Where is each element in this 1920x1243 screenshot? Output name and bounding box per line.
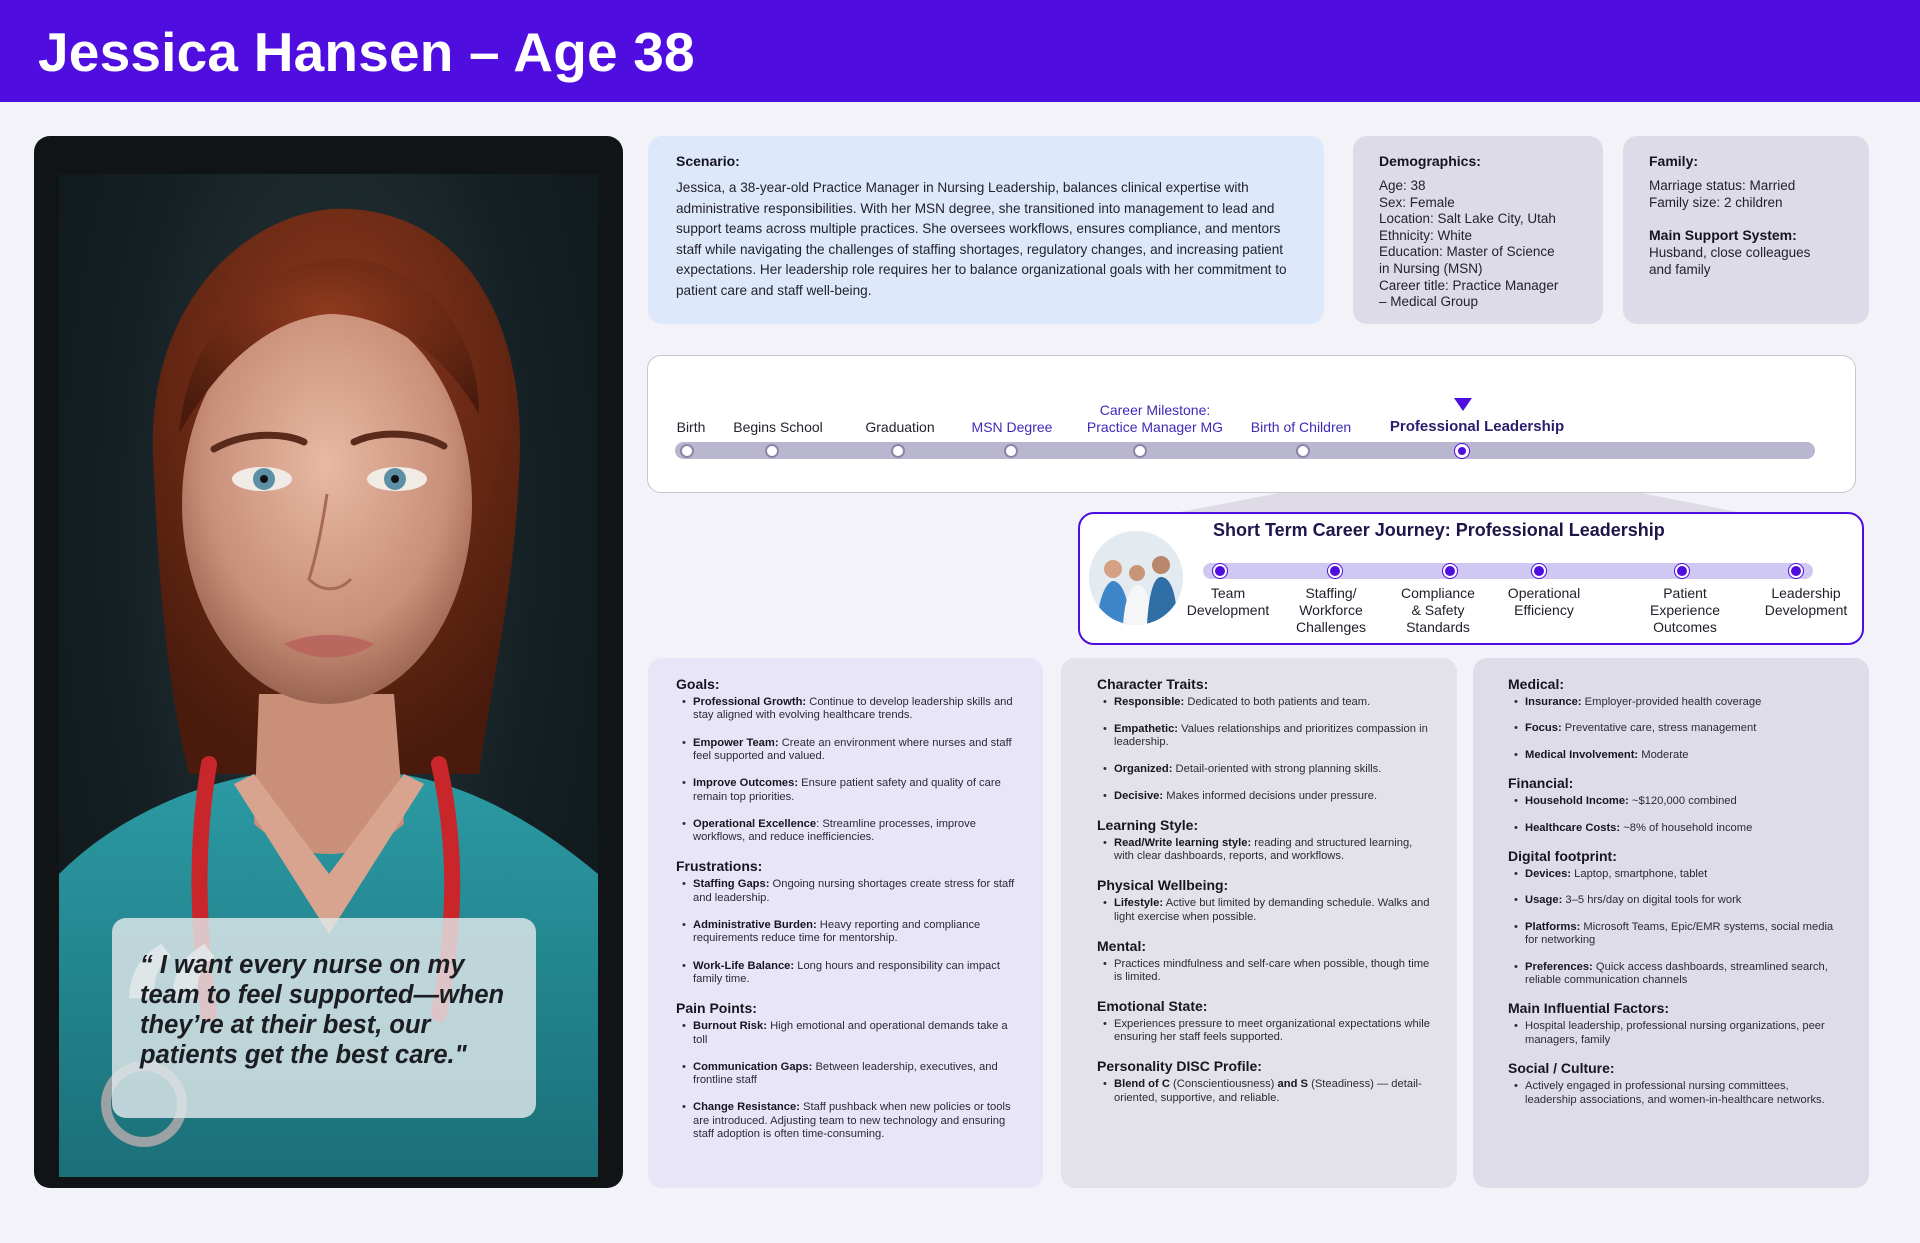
mental-heading: Mental:: [1097, 937, 1146, 954]
demographics-line: in Nursing (MSN): [1379, 260, 1483, 276]
demographics-card: [1353, 136, 1603, 324]
journey-dot: [1675, 564, 1689, 578]
physical-wellbeing-heading: Physical Wellbeing:: [1097, 877, 1229, 894]
list-item: • Communication Gaps: Between leadership, executives, and frontline staff: [686, 1061, 1017, 1088]
goals-list: [686, 696, 1017, 845]
quote-text: “ I want every nurse on my team to feel supported—when they’re at their best, our patients get the best care.": [140, 951, 505, 1069]
list-item: • Household Income: ~$120,000 combined: [1518, 795, 1843, 808]
journey-track: [1203, 563, 1813, 579]
support-line: and family: [1649, 261, 1711, 277]
digital-footprint-list: [1518, 868, 1843, 987]
journey-step-line: Workforce: [1299, 602, 1363, 618]
list-item: • Empathetic: Values relationships and prioritizes compassion in leadership.: [1107, 723, 1431, 750]
demographics-line: Sex: Female: [1379, 194, 1455, 210]
journey-step-line: Operational: [1507, 585, 1581, 601]
demographics-line: – Medical Group: [1379, 294, 1479, 310]
journey-dot: [1443, 564, 1457, 578]
journey-step-team-development: [1187, 585, 1270, 619]
pain-points-heading: Pain Points:: [676, 1000, 757, 1017]
character-traits-list: [1107, 696, 1431, 804]
family-line: Family size: 2 children: [1649, 194, 1783, 210]
team-illustration: [1089, 531, 1183, 625]
list-item: • Empower Team: Create an environment where nurses and staff feel supported and valued.: [686, 737, 1017, 764]
frustrations-list: [686, 878, 1017, 986]
support-heading: Main Support System:: [1649, 227, 1797, 244]
financial-heading: Financial:: [1508, 775, 1574, 792]
list-item: • Read/Write learning style: reading and structured learning, with clear dashboards, reports, and workflows.: [1107, 837, 1431, 864]
journey-step-line: Challenges: [1295, 619, 1367, 635]
list-item: • Lifestyle: Active but limited by demanding schedule. Walks and light exercise when possible.: [1107, 897, 1431, 924]
list-item: • Burnout Risk: High emotional and operational demands take a toll: [686, 1020, 1017, 1047]
disc-profile-heading: Personality DISC Profile:: [1097, 1058, 1262, 1075]
journey-step-line: & Safety: [1411, 602, 1465, 618]
persona-quote: [112, 918, 536, 1118]
list-item: • Healthcare Costs: ~8% of household income: [1518, 822, 1843, 835]
list-item: • Practices mindfulness and self-care when possible, though time is limited.: [1107, 958, 1431, 985]
list-item: • Experiences pressure to meet organizational expectations while ensuring her staff feels supported.: [1107, 1018, 1431, 1045]
current-milestone-marker-icon: [1454, 398, 1472, 411]
social-culture-list: [1518, 1080, 1843, 1107]
list-item: • Operational Excellence: Streamline processes, improve workflows, and reduce inefficiencies.: [686, 818, 1017, 845]
page-title: Jessica Hansen – Age 38: [38, 21, 695, 83]
list-item: • Usage: 3–5 hrs/day on digital tools for work: [1518, 894, 1843, 907]
scenario-card: [648, 136, 1324, 324]
milestone-dot: [765, 444, 779, 458]
pain-points-list: [686, 1020, 1017, 1141]
milestone-dot: [1133, 444, 1147, 458]
journey-step-line: Compliance: [1401, 585, 1475, 601]
list-item: • Platforms: Microsoft Teams, Epic/EMR systems, social media for networking: [1518, 921, 1843, 948]
journey-step-line: Development: [1764, 602, 1848, 618]
demographics-line: Ethnicity: White: [1379, 227, 1473, 243]
milestone-dot: [891, 444, 905, 458]
scenario-heading: Scenario:: [676, 153, 740, 169]
journey-title: Short Term Career Journey: Professional Leadership: [1213, 520, 1665, 540]
physical-wellbeing-list: [1107, 897, 1431, 924]
list-item: • Decisive: Makes informed decisions under pressure.: [1107, 790, 1431, 803]
journey-step-line: Leadership: [1771, 585, 1841, 601]
journey-step-line: Efficiency: [1514, 602, 1574, 618]
milestone-dot: [1296, 444, 1310, 458]
list-item: • Work-Life Balance: Long hours and responsibility can impact family time.: [686, 960, 1017, 987]
goals-heading: Goals:: [676, 676, 720, 692]
demographics-heading: Demographics:: [1379, 153, 1481, 169]
journey-dot: [1532, 564, 1546, 578]
demographics-line: Education: Master of Science: [1379, 244, 1555, 260]
journey-step-operational-efficiency: [1508, 585, 1580, 619]
demographics-line: Career title: Practice Manager: [1379, 277, 1559, 293]
journey-step-staffing: [1296, 585, 1366, 636]
milestone-dot: [1004, 444, 1018, 458]
emotional-state-heading: Emotional State:: [1097, 997, 1208, 1014]
team-photo: [1089, 531, 1183, 625]
journey-step-leadership-development: [1765, 585, 1848, 619]
demographics-line: Age: 38: [1379, 178, 1426, 193]
medical-list: [1518, 696, 1843, 762]
milestone-dot-active: [1455, 444, 1469, 458]
journey-step-line: Experience: [1649, 602, 1721, 618]
family-heading: Family:: [1649, 153, 1699, 169]
journey-step-line: Standards: [1406, 619, 1470, 635]
emotional-state-list: [1107, 1018, 1431, 1045]
frustrations-heading: Frustrations:: [676, 858, 763, 875]
list-item: • Blend of C (Conscientiousness) and S (Steadiness) — detail-oriented, supportive, and reliable.: [1107, 1078, 1431, 1105]
list-item: • Responsible: Dedicated to both patients and team.: [1107, 696, 1431, 709]
list-item: • Administrative Burden: Heavy reporting and compliance requirements reduce time for mentorship.: [686, 919, 1017, 946]
journey-step-line: Staffing/: [1305, 585, 1357, 601]
page-header: [0, 0, 1920, 102]
family-card: [1623, 136, 1869, 324]
financial-list: [1518, 795, 1843, 835]
timeline-track: [675, 442, 1815, 459]
mental-list: [1107, 958, 1431, 985]
disc-profile-list: [1107, 1078, 1431, 1105]
list-item: • Medical Involvement: Moderate: [1518, 749, 1843, 762]
milestone-label-begins-school: Begins School: [733, 419, 823, 435]
list-item: • Staffing Gaps: Ongoing nursing shortages create stress for staff and leadership.: [686, 878, 1017, 905]
list-item: • Change Resistance: Staff pushback when new policies or tools are introduced. Adjusting team to new technology and ensuring staff adoption is often time-consuming.: [686, 1101, 1017, 1141]
medical-heading: Medical:: [1508, 676, 1565, 692]
list-item: • Professional Growth: Continue to develop leadership skills and stay aligned with evolving healthcare trends.: [686, 696, 1017, 723]
milestone-label-msn-degree: MSN Degree: [971, 419, 1053, 435]
learning-style-heading: Learning Style:: [1097, 817, 1199, 834]
family-line: Marriage status: Married: [1649, 178, 1796, 193]
milestone-label-birth: Birth: [676, 419, 706, 435]
social-culture-heading: Social / Culture:: [1508, 1060, 1615, 1077]
digital-footprint-heading: Digital footprint:: [1508, 848, 1617, 865]
demographics-line: Location: Salt Lake City, Utah: [1379, 211, 1556, 227]
journey-step-patient-experience: [1650, 585, 1720, 636]
support-line: Husband, close colleagues: [1649, 245, 1811, 261]
journey-step-line: Patient: [1663, 585, 1707, 601]
milestone-label-career-2: Practice Manager MG: [1086, 419, 1224, 435]
goals-panel: [648, 658, 1043, 1188]
scenario-text: Jessica, a 38-year-old Practice Manager in Nursing Leadership, balances clinical expertise with administrative responsibilities. With her MSN degree, she transitioned into management to lead and support teams across multiple practices. She oversees workflows, ensures compliance, and mentors staff while navigating the challenges of staffing shortages, regulatory changes, and increasing patient expectations. Her leadership role requires her to balance organizational goals with her commitment to patient care and staff well-being.: [676, 180, 1287, 298]
list-item: • Devices: Laptop, smartphone, tablet: [1518, 868, 1843, 881]
list-item: • Improve Outcomes: Ensure patient safety and quality of care remain top priorities.: [686, 777, 1017, 804]
journey-step-line: Outcomes: [1653, 619, 1717, 635]
list-item: • Preferences: Quick access dashboards, streamlined search, reliable communication channels: [1518, 961, 1843, 988]
journey-dot: [1213, 564, 1227, 578]
character-traits-heading: Character Traits:: [1097, 676, 1209, 692]
journey-step-compliance: [1401, 585, 1475, 636]
list-item: • Hospital leadership, professional nursing organizations, peer managers, family: [1518, 1020, 1843, 1047]
influential-factors-heading: Main Influential Factors:: [1508, 1000, 1670, 1017]
character-panel: [1061, 658, 1457, 1188]
journey-step-line: Development: [1186, 602, 1270, 618]
list-item: • Insurance: Employer-provided health coverage: [1518, 696, 1843, 709]
learning-style-list: [1107, 837, 1431, 864]
list-item: • Actively engaged in professional nursing committees, leadership associations, and women-in-healthcare networks.: [1518, 1080, 1843, 1107]
journey-step-line: Team: [1210, 585, 1246, 601]
milestone-label-professional-leadership: Professional Leadership: [1389, 418, 1565, 435]
medical-financial-panel: [1473, 658, 1869, 1188]
list-item: • Focus: Preventative care, stress management: [1518, 722, 1843, 735]
milestone-label-birth-of-children: Birth of Children: [1250, 419, 1352, 435]
journey-dot: [1328, 564, 1342, 578]
influential-factors-list: [1518, 1020, 1843, 1047]
milestone-dot: [680, 444, 694, 458]
list-item: • Organized: Detail-oriented with strong planning skills.: [1107, 763, 1431, 776]
journey-dot: [1789, 564, 1803, 578]
milestone-label-career: Career Milestone:: [1099, 402, 1211, 418]
milestone-label-graduation: Graduation: [865, 419, 935, 435]
